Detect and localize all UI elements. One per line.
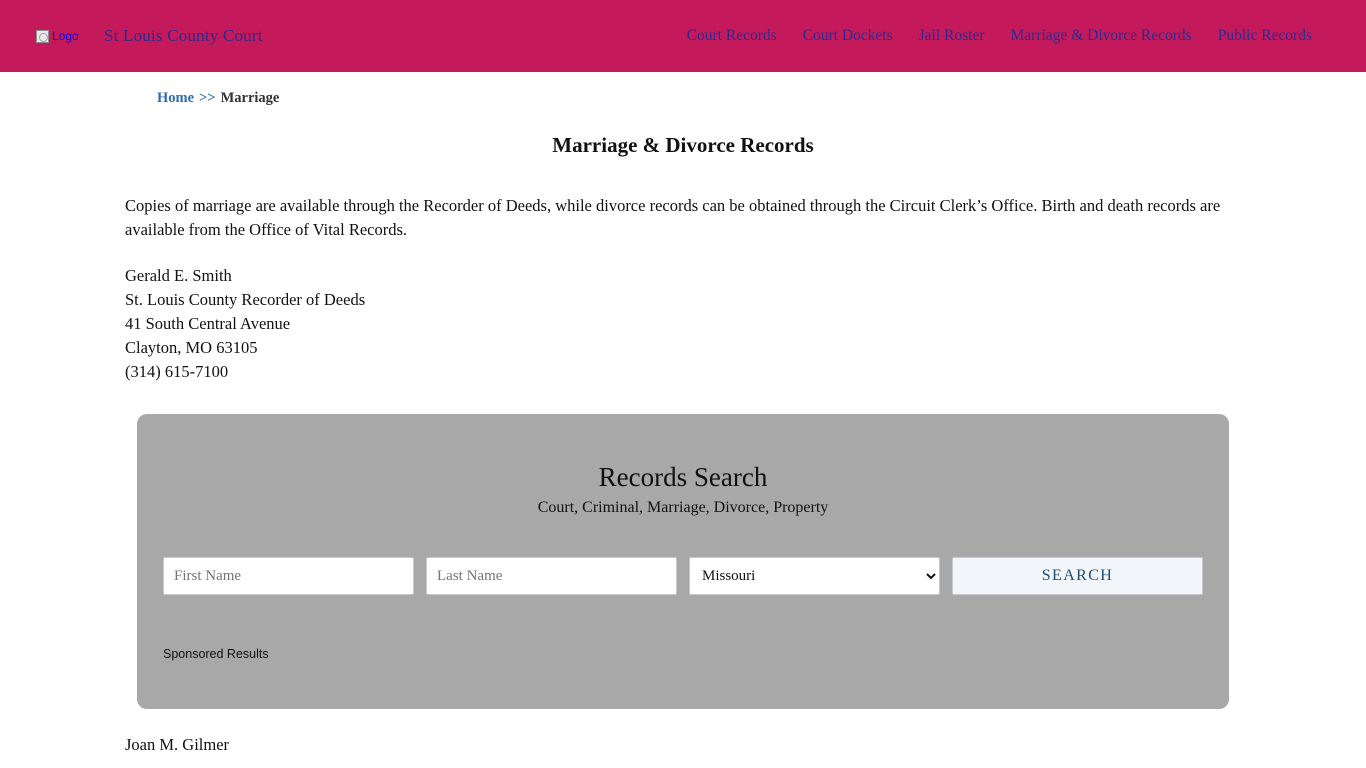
intro-paragraph: Copies of marriage are available through the Recorder of Deeds, while divorce records can be obtained through the Circuit Clerk’s Office. Birth and death records are available from the Office of Vital Records. <box>125 196 1221 239</box>
first-name-input[interactable] <box>163 557 414 595</box>
nav-item-court-dockets[interactable]: Court Dockets <box>802 27 893 44</box>
records-search-title: Records Search <box>598 462 768 492</box>
breadcrumb <box>0 72 1366 107</box>
contact-city-state-zip: Clayton, MO 63105 <box>125 338 258 357</box>
nav-item-public-records[interactable]: Public Records <box>1217 27 1312 44</box>
contact-name: Gerald E. Smith <box>125 266 232 285</box>
last-name-input[interactable] <box>426 557 677 595</box>
nav-item-court-records[interactable]: Court Records <box>686 27 777 44</box>
state-select[interactable] <box>689 557 940 595</box>
broken-image-icon <box>36 30 49 43</box>
page-title: Marriage & Divorce Records <box>552 133 814 157</box>
contact-office: St. Louis County Recorder of Deeds <box>125 290 366 309</box>
nav-item-marriage-divorce-records[interactable]: Marriage & Divorce Records <box>1010 27 1192 44</box>
site-title: St Louis County Court <box>104 26 263 45</box>
sponsored-results-label: Sponsored Results <box>163 647 269 661</box>
breadcrumb-current: Marriage <box>220 90 280 106</box>
breadcrumb-separator: >> <box>199 90 216 106</box>
search-form <box>163 557 1203 595</box>
brand[interactable] <box>36 26 263 46</box>
breadcrumb-home-link[interactable]: Home <box>157 90 195 106</box>
site-header <box>0 0 1366 72</box>
main-nav <box>687 27 1312 45</box>
main-content <box>0 194 1366 709</box>
logo-alt-text: Logo <box>52 29 79 43</box>
contact-street: 41 South Central Avenue <box>125 314 291 333</box>
logo-image <box>36 26 90 46</box>
records-search-widget <box>137 414 1229 709</box>
secondary-contact-name: Joan M. Gilmer <box>125 735 230 754</box>
contact-block <box>125 264 1241 384</box>
contact-phone: (314) 615-7100 <box>125 362 229 381</box>
search-button[interactable]: SEARCH <box>952 557 1203 595</box>
records-search-subtitle: Court, Criminal, Marriage, Divorce, Property <box>537 499 829 516</box>
nav-item-jail-roster[interactable]: Jail Roster <box>918 27 985 44</box>
